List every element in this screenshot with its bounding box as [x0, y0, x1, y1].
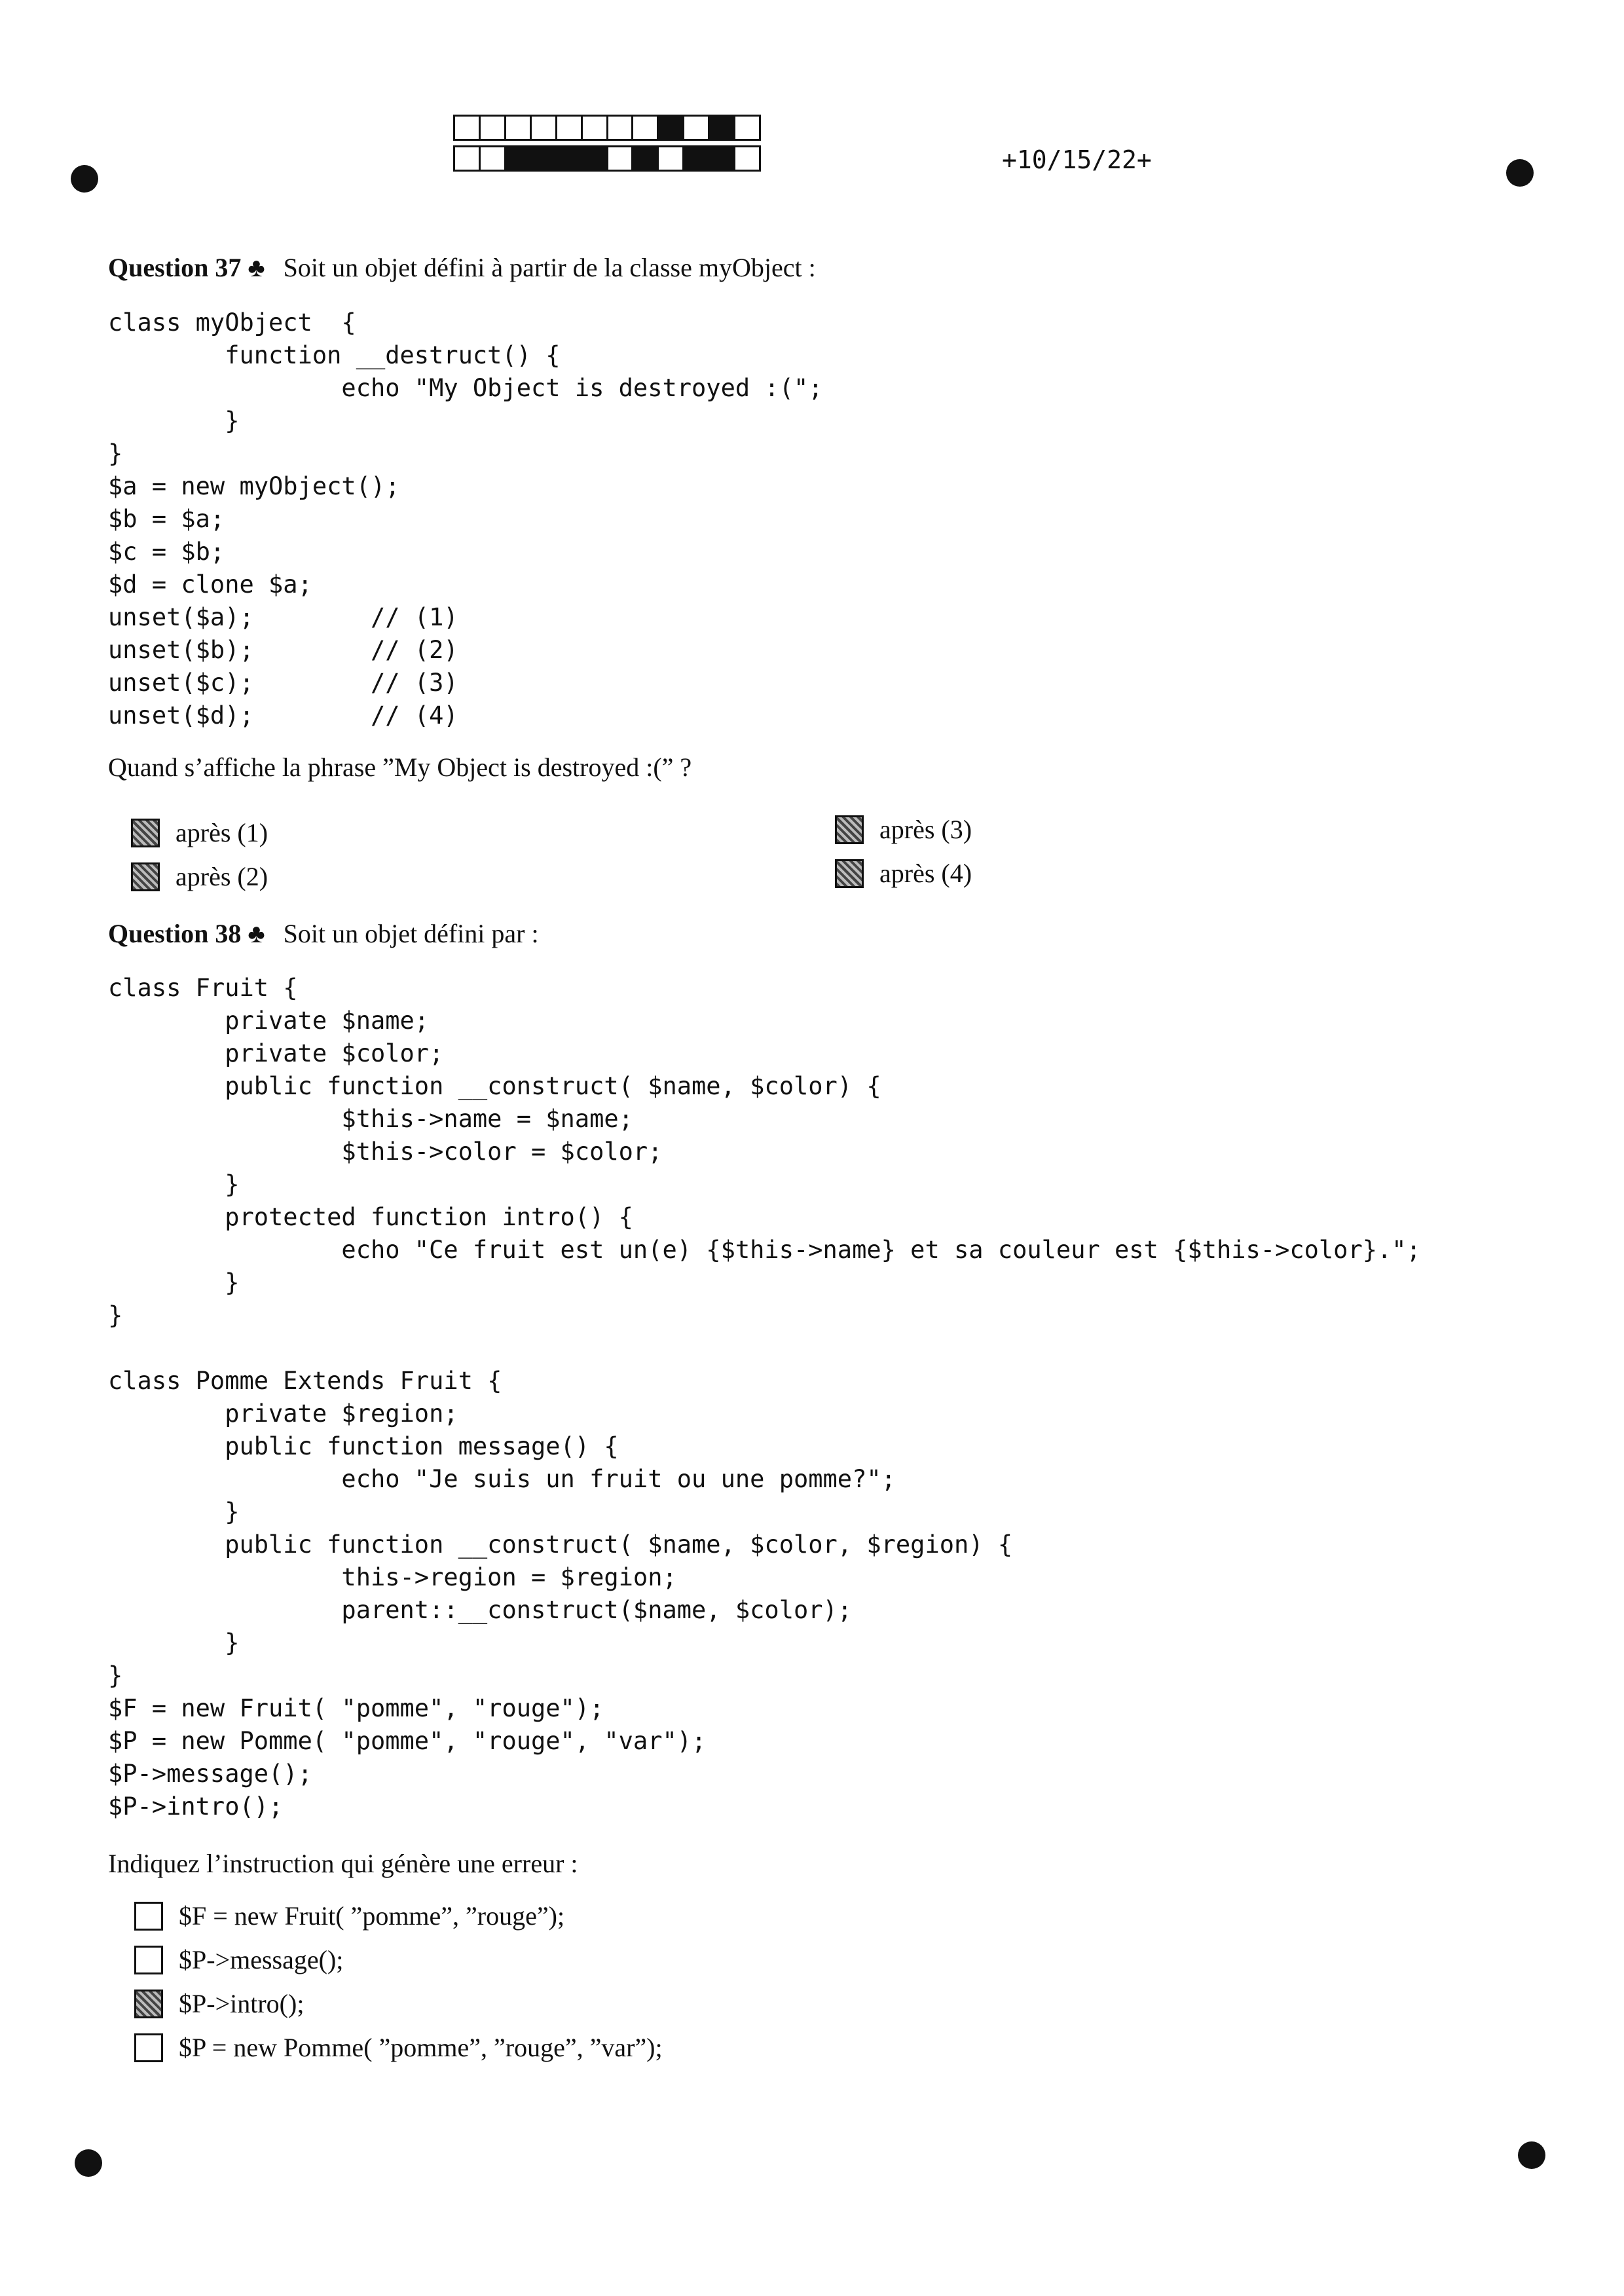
barcode-cell [481, 147, 506, 170]
barcode-cell [684, 147, 710, 170]
barcode-cell [583, 147, 608, 170]
barcode-cell [684, 117, 710, 139]
barcode-cell [506, 147, 532, 170]
barcode-cell [455, 147, 481, 170]
choice-label: après (2) [175, 862, 268, 891]
question-37-choice-1[interactable] [131, 817, 268, 848]
barcode-cell [608, 117, 634, 139]
question-38-title [108, 918, 539, 949]
question-37-title [108, 252, 816, 283]
exam-id-code: +10/15/22+ [1002, 145, 1152, 174]
barcode-row-2 [453, 145, 761, 172]
barcode-cell [735, 117, 759, 139]
question-38-intro: Soit un objet défini par : [283, 919, 539, 948]
question-38-code: class Fruit { private $name; private $color; public function __construct( $name, $color) { $this->name = $name; $this->color = $color; } protected function intro() { echo "Ce fruit est un(e) {$this->name} et sa couleur est {$this->color}."; } } class Pomme Extends Fruit { private $region; public function message() { echo "Je suis un fruit ou une pomme?"; } public function __construct( $name, $color, $region) { this->region = $region; parent::__construct($name, $color); } } $F = new Fruit( "pomme", "rouge"); $P = new Pomme( "pomme", "rouge", "var"); $P->message(); $P->intro(); [108, 974, 1421, 1821]
barcode-cell [583, 117, 608, 139]
barcode-cell [710, 117, 735, 139]
question-38-prompt: Indiquez l’instruction qui génère une erreur : [108, 1849, 578, 1878]
choice-label: $F = new Fruit( ”pomme”, ”rouge”); [179, 1901, 565, 1931]
registration-mark-top-right [1506, 159, 1534, 187]
checkbox[interactable] [835, 859, 864, 888]
barcode-cell [735, 147, 759, 170]
choice-label: $P->intro(); [179, 1989, 304, 2018]
checkbox[interactable] [134, 1902, 163, 1931]
checkbox[interactable] [835, 815, 864, 844]
choice-label: après (3) [879, 815, 972, 844]
choice-label: après (1) [175, 818, 268, 847]
checkbox[interactable] [134, 1990, 163, 2018]
barcode-cell [633, 117, 659, 139]
barcode-cell [659, 147, 684, 170]
registration-mark-bottom-left [75, 2149, 102, 2177]
choice-label: $P = new Pomme( ”pomme”, ”rouge”, ”var”); [179, 2033, 663, 2062]
question-37-number: Question 37 ♣ [108, 253, 265, 282]
checkbox[interactable] [134, 2033, 163, 2062]
barcode-cell [532, 117, 557, 139]
barcode-cell [557, 147, 583, 170]
barcode-cell [710, 147, 735, 170]
registration-mark-top-left [71, 165, 98, 193]
question-37-intro: Soit un objet défini à partir de la classe myObject : [283, 253, 816, 282]
choice-label: $P->message(); [179, 1945, 344, 1974]
barcode-cell [633, 147, 659, 170]
question-38-choice-4[interactable] [134, 2032, 663, 2063]
question-37-choice-4[interactable] [835, 858, 972, 889]
barcode-cell [659, 117, 684, 139]
barcode-cell [557, 117, 583, 139]
question-37-code: class myObject { function __destruct() { echo "My Object is destroyed :("; } } $a = new myObject(); $b = $a; $c = $b; $d = clone $a; unset($a); // (1) unset($b); // (2) unset($c); // (3) unset($d); // (4) [108, 308, 823, 730]
barcode-cell [608, 147, 634, 170]
question-38-number: Question 38 ♣ [108, 919, 265, 948]
registration-mark-bottom-right [1518, 2141, 1545, 2169]
barcode-cell [506, 117, 532, 139]
checkbox[interactable] [134, 1946, 163, 1974]
barcode-row-1 [453, 115, 761, 141]
question-38-choice-2[interactable] [134, 1944, 343, 1975]
question-38-choice-1[interactable] [134, 1900, 564, 1931]
checkbox[interactable] [131, 819, 160, 847]
question-38-choice-3[interactable] [134, 1988, 304, 2019]
question-37-choice-3[interactable] [835, 814, 972, 845]
choice-label: après (4) [879, 859, 972, 888]
barcode-cell [455, 117, 481, 139]
barcode-cell [532, 147, 557, 170]
checkbox[interactable] [131, 862, 160, 891]
question-37-choice-2[interactable] [131, 861, 268, 892]
barcode-cell [481, 117, 506, 139]
question-37-prompt: Quand s’affiche la phrase ”My Object is destroyed :(” ? [108, 752, 692, 782]
